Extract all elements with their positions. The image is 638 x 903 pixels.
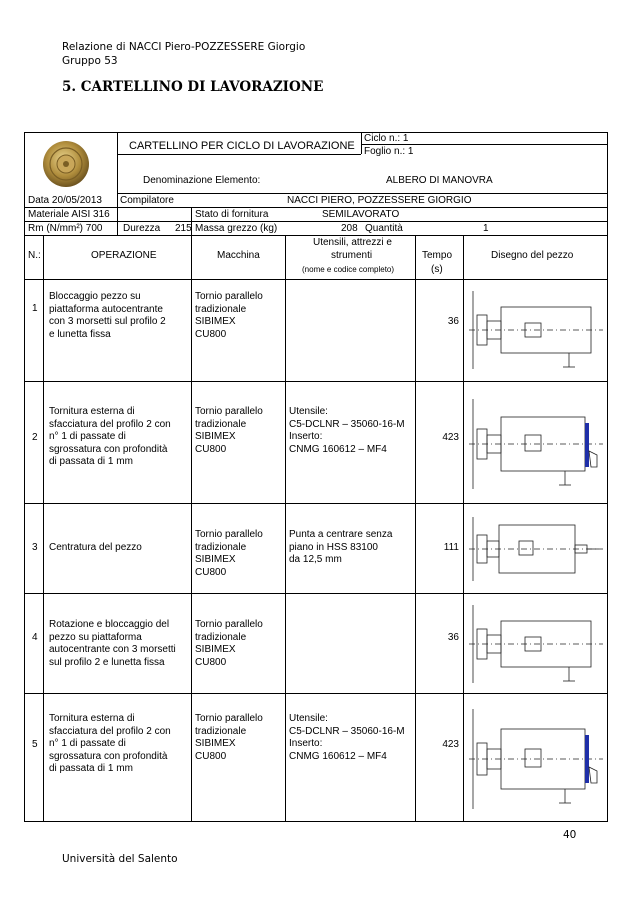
durezza-label: Durezza <box>123 223 161 234</box>
row-macchina: Tornio parallelo tradizionale SIBIMEX CU800 <box>195 406 263 455</box>
page-number: 40 <box>563 829 577 841</box>
massa-value: 208 <box>341 223 358 234</box>
col-utensili-2: strumenti <box>331 250 373 261</box>
col-utensili-3: (nome e codice completo) <box>302 265 395 274</box>
col-tempo-1: Tempo <box>422 250 453 261</box>
row-operazione: Bloccaggio pezzo su piattaforma autocentrante con 3 morsetti sul profilo 2 e lunetta fissa <box>49 291 166 340</box>
row-tempo: 423 <box>442 432 459 443</box>
work-card <box>24 132 608 822</box>
denominazione-label: Denominazione Elemento: <box>143 175 261 186</box>
col-disegno: Disegno del pezzo <box>491 250 574 261</box>
page-header <box>62 40 305 68</box>
stato-label: Stato di fornitura <box>195 209 269 220</box>
header-authors: Relazione di NACCI Piero-POZZESSERE Giorgio <box>62 41 306 53</box>
durezza-value: 215 <box>175 223 192 234</box>
col-n: N.: <box>28 250 41 261</box>
card-title: CARTELLINO PER CICLO DI LAVORAZIONE <box>129 140 355 152</box>
materiale-field: Materiale AISI 316 <box>28 209 110 220</box>
row-utensili: Utensile: C5-DCLNR – 35060-16-M Inserto: CNMG 160612 – MF4 <box>289 406 405 455</box>
col-macchina: Macchina <box>217 250 260 261</box>
col-tempo-2: (s) <box>431 264 443 275</box>
row-tempo: 423 <box>442 739 459 750</box>
compilatore-label: Compilatore <box>120 195 174 206</box>
rm-field: Rm (N/mm²) 700 <box>28 223 103 234</box>
row-macchina: Tornio parallelo tradizionale SIBIMEX CU800 <box>195 619 263 668</box>
header-group: Gruppo 53 <box>62 55 118 67</box>
part-drawing <box>469 601 603 687</box>
denominazione-value: ALBERO DI MANOVRA <box>386 175 493 186</box>
col-utensili-1: Utensili, attrezzi e <box>313 237 392 248</box>
foglio-number: Foglio n.: 1 <box>364 146 414 157</box>
data-field: Data 20/05/2013 <box>28 195 102 206</box>
ciclo-number: Ciclo n.: 1 <box>364 133 409 144</box>
row-number: 3 <box>32 542 38 553</box>
row-number: 5 <box>32 739 38 750</box>
row-operazione: Tornitura esterna di sfacciatura del profilo 2 con n° 1 di passate di sgrossatura con profondità di passata di 1 mm <box>49 406 171 467</box>
part-drawing <box>469 513 603 585</box>
row-macchina: Tornio parallelo tradizionale SIBIMEX CU800 <box>195 529 263 578</box>
massa-label: Massa grezzo (kg) <box>195 223 278 234</box>
quantita-value: 1 <box>483 223 489 234</box>
row-operazione: Tornitura esterna di sfacciatura del profilo 2 con n° 1 di passate di sgrossatura con profondità di passata di 1 mm <box>49 713 171 774</box>
quantita-label: Quantità <box>365 223 403 234</box>
footer-university: Università del Salento <box>62 853 178 865</box>
part-drawing <box>469 705 603 813</box>
row-operazione: Centratura del pezzo <box>49 542 142 553</box>
row-tempo: 111 <box>443 542 459 553</box>
section-title: 5. CARTELLINO DI LAVORAZIONE <box>62 79 324 95</box>
stato-value: SEMILAVORATO <box>322 209 400 220</box>
row-tempo: 36 <box>447 316 459 327</box>
row-utensili: Utensile: C5-DCLNR – 35060-16-M Inserto: CNMG 160612 – MF4 <box>289 713 405 762</box>
row-number: 2 <box>32 432 38 443</box>
university-seal-logo <box>33 139 99 189</box>
row-macchina: Tornio parallelo tradizionale SIBIMEX CU800 <box>195 291 263 340</box>
row-number: 4 <box>32 632 38 643</box>
row-utensili: Punta a centrare senza piano in HSS 83100 da 12,5 mm <box>289 529 393 565</box>
row-number: 1 <box>32 303 38 314</box>
part-drawing <box>469 287 603 373</box>
compilatore-value: NACCI PIERO, POZZESSERE GIORGIO <box>287 195 472 206</box>
row-tempo: 36 <box>447 632 459 643</box>
part-drawing <box>469 395 603 493</box>
row-operazione: Rotazione e bloccaggio del pezzo su piattaforma autocentrante con 3 morsetti sul profilo 2 e lunetta fissa <box>49 619 176 668</box>
col-operazione: OPERAZIONE <box>91 250 157 261</box>
row-macchina: Tornio parallelo tradizionale SIBIMEX CU800 <box>195 713 263 762</box>
